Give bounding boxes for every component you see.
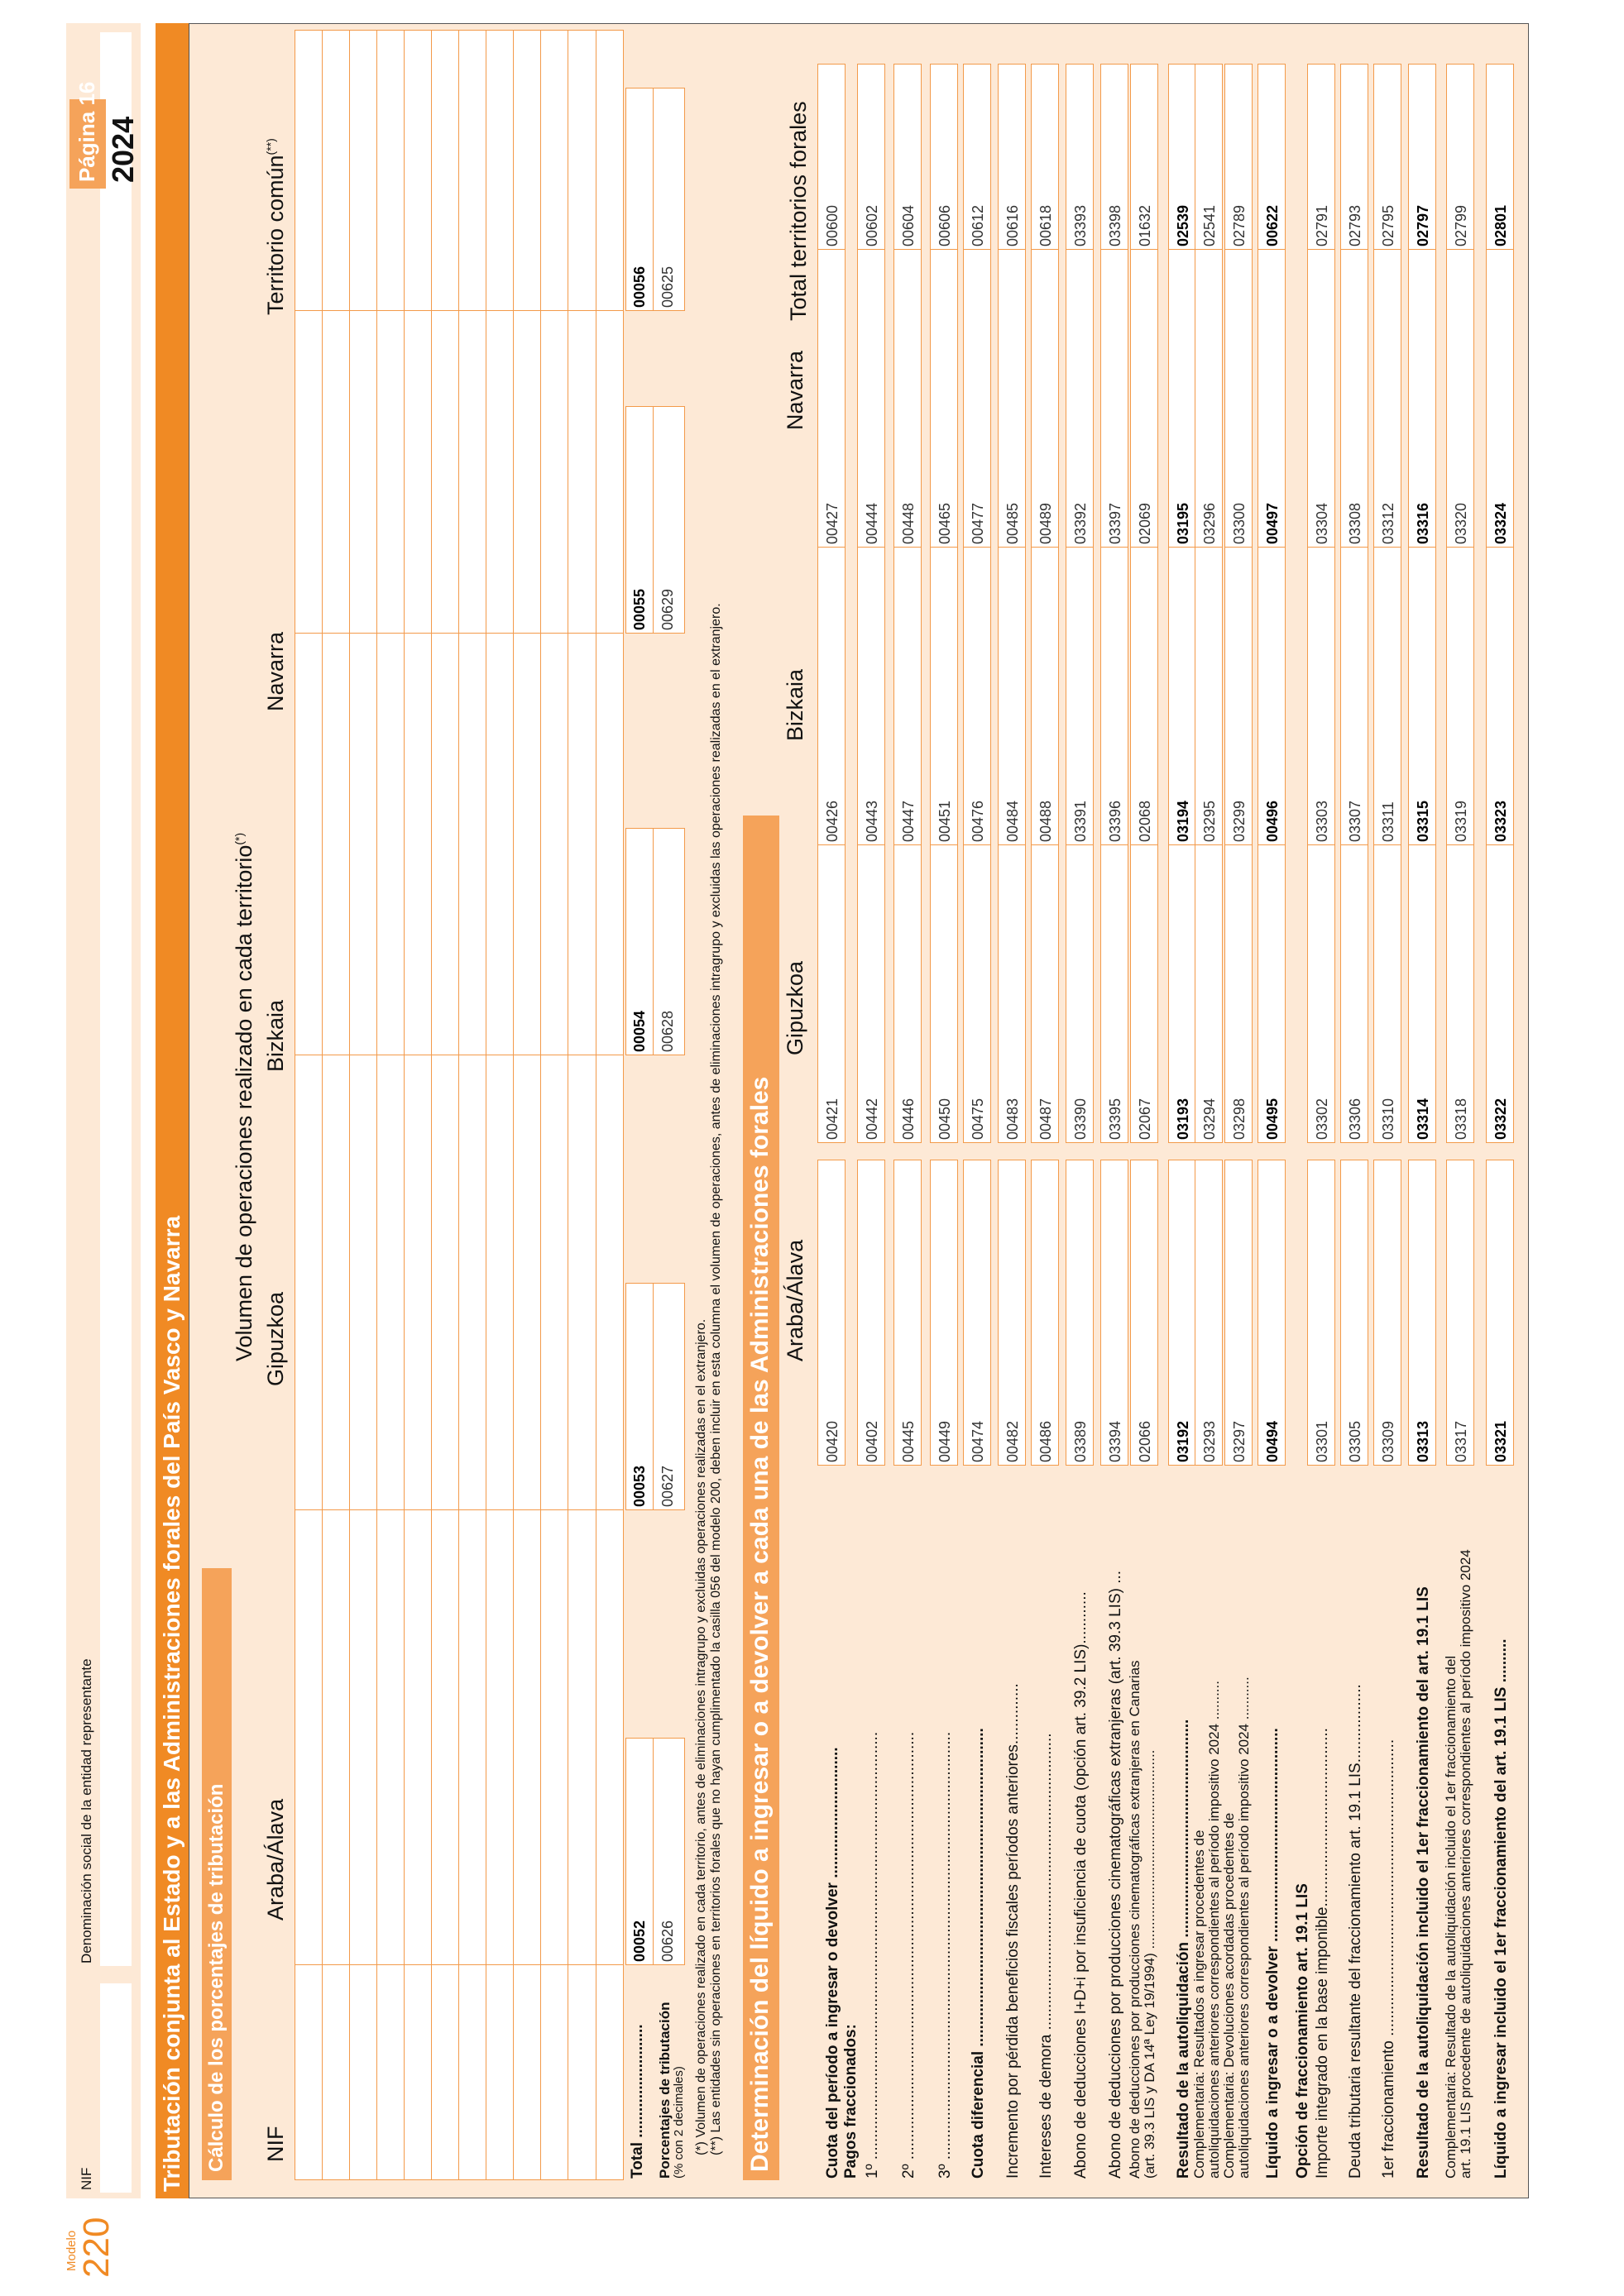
row-field[interactable]: [857, 242, 885, 548]
row-code: 03194: [1175, 800, 1191, 842]
row-field[interactable]: [1408, 1160, 1436, 1466]
row-field[interactable]: [1168, 539, 1196, 845]
row-code: 00447: [900, 800, 917, 842]
row-code: 00449: [937, 1420, 953, 1462]
row-code: 03297: [1231, 1420, 1248, 1462]
row-field[interactable]: [1100, 539, 1128, 845]
row-label: Abono de deducciones por producciones cinematográficas extranjeras (art. 39.3 LIS) ...: [1107, 1570, 1124, 2179]
row-code: 03391: [1072, 800, 1089, 842]
row-field[interactable]: [817, 242, 846, 548]
row-code: 00616: [1004, 204, 1021, 246]
row-label: Resultado de la autoliquidación ..................................................: [1175, 1719, 1192, 2179]
row-code: 03389: [1072, 1420, 1089, 1462]
row-field[interactable]: [998, 1160, 1026, 1466]
row-field[interactable]: [1195, 837, 1223, 1143]
col-nif: NIF: [263, 2126, 288, 2162]
row-code: 00482: [1004, 1420, 1021, 1462]
row-field[interactable]: [1031, 242, 1059, 548]
row-code: 00495: [1264, 1098, 1281, 1140]
row-field[interactable]: [893, 539, 922, 845]
row-field[interactable]: [963, 1160, 991, 1466]
modelo-number: 220: [76, 2217, 117, 2278]
porc-code-gipuzkoa: 00627: [659, 1465, 676, 1507]
total-code-gipuzkoa: 00053: [631, 1465, 648, 1507]
det-col-bizkaia: Bizkaia: [783, 668, 807, 741]
row-label: Líquido a ingresar o a devolver .................................................: [1264, 1728, 1281, 2179]
row-code: 03303: [1314, 800, 1330, 842]
row-code: 00496: [1264, 800, 1281, 842]
row-code: 03295: [1201, 800, 1218, 842]
row-code: 03311: [1380, 801, 1396, 842]
row-field[interactable]: [1224, 837, 1253, 1143]
row-label: Complementaria: Devoluciones acordadas procedentes de: [1221, 1812, 1237, 2179]
row-field[interactable]: [930, 1160, 958, 1466]
denominacion-input[interactable]: [99, 31, 132, 1967]
row-field[interactable]: [1130, 242, 1158, 548]
row-field[interactable]: [893, 1160, 922, 1466]
row-code: 02793: [1347, 204, 1363, 246]
row-code: 03312: [1380, 502, 1396, 544]
row-code: 03397: [1107, 502, 1123, 544]
col-territorio-comun-text: Territorio común: [263, 155, 288, 315]
row-code: 00476: [970, 800, 986, 842]
row-field[interactable]: [1130, 837, 1158, 1143]
volumen-title: [232, 833, 257, 1361]
row-code: 03293: [1201, 1420, 1218, 1462]
row-field[interactable]: [998, 539, 1026, 845]
row-label: Deuda tributaria resultante del fraccionamiento art. 19.1 LIS..................: [1347, 1684, 1364, 2179]
row-code: 00618: [1037, 204, 1054, 246]
total-code-navarra: 00055: [631, 588, 648, 630]
row-label: 2º ..................................................................................................: [900, 1731, 917, 2179]
row-label: Abono de deducciones por producciones cinematográficas extranjeras en Canarias: [1127, 1660, 1143, 2179]
row-code: 03314: [1415, 1098, 1431, 1140]
row-field[interactable]: [1340, 242, 1368, 548]
row-label-line2: autoliquidaciones anteriores correspondientes al período impositivo 2024 ..........: [1206, 1681, 1222, 2179]
porc-code-bizkaia: 00628: [659, 1010, 676, 1052]
row-code: 00604: [900, 204, 917, 246]
row-field[interactable]: [1224, 242, 1253, 548]
row-field[interactable]: [1486, 837, 1514, 1143]
row-field[interactable]: [1168, 242, 1196, 548]
row-code: 02066: [1137, 1420, 1153, 1462]
row-code: 02791: [1314, 204, 1330, 246]
row-code: 03299: [1231, 800, 1248, 842]
row-field[interactable]: [1340, 837, 1368, 1143]
row-code: 03390: [1072, 1098, 1089, 1140]
row-code: 02795: [1380, 204, 1396, 246]
porc-code-araba: 00626: [659, 1920, 676, 1962]
row-field[interactable]: [1446, 539, 1474, 845]
row-label: Cuota diferencial .........................................................................: [970, 1728, 987, 2179]
row-field[interactable]: [1258, 539, 1286, 845]
row-code: 02539: [1175, 204, 1191, 246]
col-araba: Araba/Álava: [263, 1798, 288, 1921]
row-field[interactable]: [998, 242, 1026, 548]
row-code: 00474: [970, 1420, 986, 1462]
row-code: 03395: [1107, 1098, 1123, 1140]
row-field[interactable]: [1195, 1160, 1223, 1466]
row-field[interactable]: [817, 1160, 846, 1466]
row-code: 00484: [1004, 800, 1021, 842]
porcentajes-label: Porcentajes de tributación: [657, 2002, 673, 2179]
row-code: 00445: [900, 1420, 917, 1462]
year-label: 2024: [106, 116, 140, 183]
total-label: Total ..........................: [629, 2024, 646, 2179]
row-code: 02541: [1201, 204, 1218, 246]
row-field[interactable]: [1031, 837, 1059, 1143]
porcentajes-sub: (% con 2 decimales): [672, 2066, 686, 2179]
det-col-total: Total territorios forales: [786, 101, 811, 321]
row-code: 03308: [1347, 502, 1363, 544]
row-label: Cuota del período a ingresar o devolver ..............................: [824, 1747, 841, 2179]
row-code: 03301: [1314, 1420, 1330, 1462]
col-bizkaia: Bizkaia: [263, 999, 288, 1072]
row-code: 01632: [1137, 204, 1153, 246]
row-label-line2: (art. 39.3 LIS y DA 14ª Ley 19/1994) ...................................................: [1142, 1749, 1157, 2179]
row-code: 03193: [1175, 1098, 1191, 1140]
nif-label: NIF: [79, 2167, 94, 2190]
row-code: 00483: [1004, 1098, 1021, 1140]
porc-code-territorio: 00625: [659, 265, 676, 308]
row-field[interactable]: [1168, 837, 1196, 1143]
row-label: Abono de deducciones I+D+i por insuficiencia de cuota (opción art. 39.2 LIS)............: [1072, 1591, 1090, 2179]
row-code: 00488: [1037, 800, 1054, 842]
row-code: 00489: [1037, 502, 1054, 544]
row-field[interactable]: [817, 837, 846, 1143]
row-label: Importe integrado en la base imponible.........................................: [1314, 1728, 1331, 2179]
row-code: 03296: [1201, 502, 1218, 544]
row-code: 00426: [824, 800, 841, 842]
row-field[interactable]: [1307, 1160, 1335, 1466]
row-code: 00443: [864, 800, 880, 842]
total-code-araba: 00052: [631, 1920, 648, 1962]
row-label: Complementaria: Resultados a ingresar procedentes de: [1191, 1830, 1207, 2179]
row-field[interactable]: [1446, 242, 1474, 548]
row-code: 00612: [970, 204, 986, 246]
nif-input[interactable]: [99, 1983, 132, 2193]
row-field[interactable]: [857, 837, 885, 1143]
row-code: 03394: [1107, 1420, 1123, 1462]
det-col-navarra: Navarra: [783, 350, 807, 430]
row-field[interactable]: [1486, 242, 1514, 548]
row-field[interactable]: [930, 837, 958, 1143]
col-territorio-comun-sup: (**): [264, 138, 277, 155]
row-code: 03307: [1347, 800, 1363, 842]
row-field[interactable]: [1446, 1160, 1474, 1466]
row-code: 03393: [1072, 204, 1089, 246]
row-field[interactable]: [1031, 539, 1059, 845]
row-code: 02799: [1453, 204, 1469, 246]
calculo-title: Cálculo de los porcentajes de tributación: [205, 1783, 228, 2172]
row-field[interactable]: [1100, 242, 1128, 548]
row-label: Resultado de la autoliquidación incluido el 1er fraccionamiento del art. 19.1 LIS: [1415, 1586, 1432, 2179]
row-field[interactable]: [1373, 242, 1401, 548]
row-code: 03310: [1380, 1098, 1396, 1140]
row-code: 03316: [1415, 502, 1431, 544]
row-field[interactable]: [930, 539, 958, 845]
row-field[interactable]: [1408, 242, 1436, 548]
row-code: 00421: [824, 1098, 841, 1140]
row-field[interactable]: [1373, 837, 1401, 1143]
row-field[interactable]: [1130, 1160, 1158, 1466]
row-field[interactable]: [1258, 1160, 1286, 1466]
row-field[interactable]: [857, 539, 885, 845]
row-code: 03300: [1231, 502, 1248, 544]
row-code: 03392: [1072, 502, 1089, 544]
det-col-araba: Araba/Álava: [783, 1239, 807, 1361]
row-field[interactable]: [1408, 837, 1436, 1143]
row-code: 00497: [1264, 502, 1281, 544]
row-code: 03396: [1107, 800, 1123, 842]
row-field[interactable]: [1258, 837, 1286, 1143]
row-label: Intereses de demora ....................................................................: [1037, 1733, 1055, 2179]
row-field[interactable]: [817, 539, 846, 845]
row-field[interactable]: [1373, 1160, 1401, 1466]
row-field[interactable]: [1408, 539, 1436, 845]
volumen-title-text: Volumen de operaciones realizado en cada territorio: [232, 844, 256, 1361]
row-code: 03398: [1107, 204, 1123, 246]
row-code: 00450: [937, 1098, 953, 1140]
row-code: 02789: [1231, 204, 1248, 246]
row-field[interactable]: [1307, 242, 1335, 548]
row-code: 00442: [864, 1098, 880, 1140]
row-code: 00477: [970, 502, 986, 544]
total-code-bizkaia: 00054: [631, 1010, 648, 1052]
row-code: 02069: [1137, 502, 1153, 544]
row-field[interactable]: [1486, 539, 1514, 845]
row-field[interactable]: [1307, 837, 1335, 1143]
row-field[interactable]: [1195, 242, 1223, 548]
row-field[interactable]: [1195, 539, 1223, 845]
row-code: 03319: [1453, 800, 1469, 842]
row-field[interactable]: [893, 837, 922, 1143]
row-field[interactable]: [1307, 539, 1335, 845]
row-code: 03315: [1415, 800, 1431, 842]
row-code: 03317: [1453, 1420, 1469, 1462]
row-code: 02067: [1137, 1098, 1153, 1140]
row-code: 03195: [1175, 502, 1191, 544]
row-code: 03305: [1347, 1420, 1363, 1462]
row-field[interactable]: [893, 242, 922, 548]
row-code: 03309: [1380, 1420, 1396, 1462]
row-field[interactable]: [1446, 837, 1474, 1143]
denominacion-label: Denominación social de la entidad representante: [79, 1658, 94, 1964]
row-field[interactable]: [1224, 539, 1253, 845]
row-code: 03298: [1231, 1098, 1248, 1140]
row-code: 02801: [1492, 204, 1509, 246]
row-code: 02068: [1137, 800, 1153, 842]
row-code: 03318: [1453, 1098, 1469, 1140]
row-label: Opción de fraccionamiento art. 19.1 LIS: [1294, 1883, 1311, 2179]
row-field[interactable]: [1100, 1160, 1128, 1466]
row-code: 00448: [900, 502, 917, 544]
row-field[interactable]: [963, 539, 991, 845]
row-code: 03302: [1314, 1098, 1330, 1140]
row-field[interactable]: [1340, 539, 1368, 845]
row-label-line2: art. 19.1 LIS procedente de autoliquidaciones anteriores correspondientes al período impositivo 2024: [1458, 1549, 1473, 2179]
row-field[interactable]: [1168, 1160, 1196, 1466]
row-code: 03321: [1492, 1420, 1509, 1462]
row-code: 00606: [937, 204, 953, 246]
porc-code-navarra: 00629: [659, 588, 676, 630]
row-label: 1º ..................................................................................................: [864, 1731, 881, 2179]
note-2: (**) Las entidades sin operaciones en territorios forales que no hayan cumplimentado la casilla 056 del modelo 200, deben incluir en esta columna el volumen de operaciones, antes de eliminaciones intragrupo y excluidas las operaciones realizadas en el extranjero.: [709, 603, 723, 2155]
row-label: Incremento por pérdida beneficios fiscales períodos anteriores..............: [1004, 1683, 1022, 2179]
page-label: Página 16: [74, 81, 99, 182]
row-code: 00402: [864, 1420, 880, 1462]
row-label: 1er fraccionamiento ....................................................................: [1380, 1739, 1397, 2179]
note-1: (*) Volumen de operaciones realizado en cada territorio, antes de eliminaciones intragrupo y excluidas operaciones realizadas en el extranjero.: [694, 1318, 708, 2155]
row-label: Pagos fraccionados:: [842, 2024, 860, 2179]
row-code: 00622: [1264, 204, 1281, 246]
row-code: 00494: [1264, 1420, 1281, 1462]
determinacion-title: Determinación del líquido a ingresar o a devolver a cada una de las Administraciones forales: [746, 1076, 774, 2172]
col-navarra: Navarra: [263, 631, 288, 711]
row-label: Líquido a ingresar incluido el 1er fraccionamiento del art. 19.1 LIS ..........: [1492, 1638, 1510, 2179]
row-label: 3º ..................................................................................................: [937, 1731, 954, 2179]
row-field[interactable]: [963, 242, 991, 548]
main-title: Tributación conjunta al Estado y a las Administraciones forales del País Vasco y Navarra: [159, 1215, 184, 2192]
calculo-grid[interactable]: [295, 30, 624, 2180]
row-field[interactable]: [1066, 242, 1094, 548]
row-code: 00486: [1037, 1420, 1054, 1462]
row-code: 00600: [824, 204, 841, 246]
row-field[interactable]: [857, 1160, 885, 1466]
row-field[interactable]: [1340, 1160, 1368, 1466]
row-code: 03313: [1415, 1420, 1431, 1462]
row-code: 03322: [1492, 1098, 1509, 1140]
row-code: 00446: [900, 1098, 917, 1140]
row-field[interactable]: [963, 837, 991, 1143]
row-field[interactable]: [1486, 1160, 1514, 1466]
row-code: 03304: [1314, 502, 1330, 544]
row-label-line2: autoliquidaciones anteriores correspondientes al período impositivo 2024 ...........: [1236, 1677, 1252, 2179]
row-code: 03294: [1201, 1098, 1218, 1140]
row-field[interactable]: [1130, 539, 1158, 845]
row-code: 00420: [824, 1420, 841, 1462]
modelo-label: Modelo: [65, 2230, 79, 2271]
row-code: 00487: [1037, 1098, 1054, 1140]
row-field[interactable]: [1224, 1160, 1253, 1466]
row-code: 00475: [970, 1098, 986, 1140]
row-code: 00451: [937, 800, 953, 842]
row-field[interactable]: [1100, 837, 1128, 1143]
row-field[interactable]: [1258, 242, 1286, 548]
row-code: 02797: [1415, 204, 1431, 246]
col-gipuzkoa: Gipuzkoa: [263, 1291, 288, 1386]
row-code: 00485: [1004, 502, 1021, 544]
row-code: 03320: [1453, 502, 1469, 544]
row-field[interactable]: [930, 242, 958, 548]
row-field[interactable]: [1066, 539, 1094, 845]
row-code: 03192: [1175, 1420, 1191, 1462]
row-label: Complementaria: Resultado de la autoliquidación incluido el 1er fraccionamiento del: [1443, 1655, 1459, 2179]
total-code-territorio: 00056: [631, 265, 648, 308]
col-territorio-comun: [263, 138, 289, 315]
row-code: 00602: [864, 204, 880, 246]
row-field[interactable]: [1373, 539, 1401, 845]
row-code: 00427: [824, 502, 841, 544]
row-code: 03323: [1492, 800, 1509, 842]
row-code: 00444: [864, 502, 880, 544]
row-field[interactable]: [1031, 1160, 1059, 1466]
row-field[interactable]: [1066, 837, 1094, 1143]
row-code: 03324: [1492, 502, 1509, 544]
row-code: 00465: [937, 502, 953, 544]
det-col-gipuzkoa: Gipuzkoa: [783, 960, 807, 1055]
row-code: 03306: [1347, 1098, 1363, 1140]
row-field[interactable]: [998, 837, 1026, 1143]
volumen-title-sup: (*): [232, 832, 246, 845]
row-field[interactable]: [1066, 1160, 1094, 1466]
